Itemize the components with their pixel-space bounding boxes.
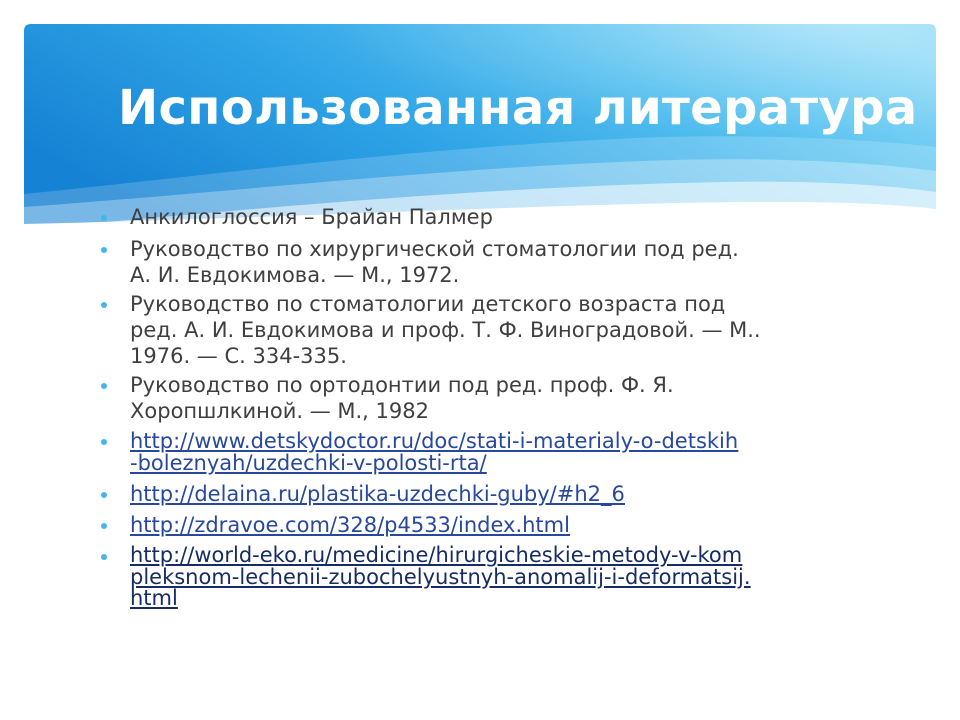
reference-link-zdravoe[interactable] [130, 514, 890, 536]
reference-line: А. И. Евдокимова. — М., 1972. [130, 263, 460, 287]
reference-link-line: http://world-eko.ru/medicine/hirurgicheskie-metody-v-kom [130, 543, 743, 567]
slide-title: Использованная литература [118, 80, 918, 136]
bullet-dot-icon [101, 554, 107, 560]
reference-link-detskydoctor[interactable] [130, 430, 890, 474]
reference-line: Руководство по стоматологии детского возраста под [130, 292, 726, 316]
bullet-dot-icon [101, 247, 107, 253]
reference-line: Руководство по хирургической стоматологии под ред. [130, 237, 739, 261]
reference-item [130, 372, 890, 424]
reference-item [130, 430, 890, 474]
reference-link-line: http://delaina.ru/plastika-uzdechki-guby/#h2_6 [130, 482, 625, 506]
reference-item [130, 236, 890, 288]
reference-line: ред. А. И. Евдокимова и проф. Т. Ф. Виноградовой. — М.. [130, 318, 761, 342]
reference-link-line: -boleznyah/uzdechki-v-polosti-rta/ [130, 451, 487, 475]
reference-link-delaina[interactable] [130, 483, 890, 505]
reference-item [130, 514, 890, 536]
reference-link-line: html [130, 586, 178, 610]
reference-link-line: http://zdravoe.com/328/p4533/index.html [130, 513, 570, 537]
reference-item [130, 545, 890, 610]
reference-line: Анкилоглоссия – Брайан Палмер [130, 205, 493, 229]
reference-item [130, 204, 890, 230]
reference-item [130, 483, 890, 505]
reference-link-line: pleksnom-lechenii-zubochelyustnyh-anomalij-i-deformatsij. [130, 564, 751, 589]
bullet-dot-icon [101, 302, 107, 308]
bullet-dot-icon [101, 492, 107, 498]
bullet-dot-icon [101, 215, 107, 221]
reference-line: Руководство по ортодонтии под ред. проф. Ф. Я. [130, 373, 674, 397]
reference-link-line: http://www.detskydoctor.ru/doc/stati-i-materialy-o-detskih [130, 429, 739, 453]
bullet-dot-icon [101, 439, 107, 445]
reference-list [130, 0, 890, 720]
reference-link-world-eko[interactable] [130, 545, 890, 610]
reference-line: Хоропшлкиной. — М., 1982 [130, 399, 429, 423]
reference-item [130, 291, 890, 369]
reference-line: 1976. — С. 334-335. [130, 344, 347, 368]
bullet-dot-icon [101, 383, 107, 389]
bullet-dot-icon [101, 523, 107, 529]
